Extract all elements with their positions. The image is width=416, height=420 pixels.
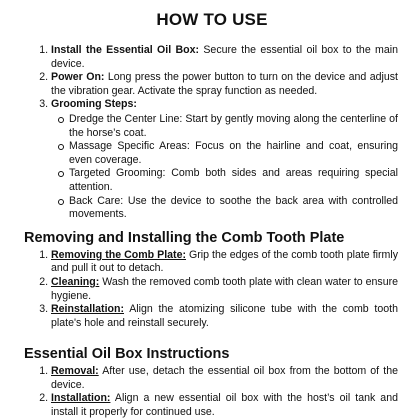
- step-text: Wash the removed comb tooth plate with clean water to ensure hygiene.: [51, 275, 399, 302]
- step-text: Align the atomizing silicone tube with the comb tooth plate's hole and reinstall securely.: [51, 303, 398, 329]
- step-text: Grip the edges of the comb tooth plate firmly and pull it out to detach.: [51, 248, 398, 275]
- step-text: Long press the power button to turn on the device and adjust the vibration gear. Activate the spray function as needed.: [51, 71, 398, 97]
- step-label: Reinstallation:: [51, 303, 124, 316]
- step-label: Installation:: [51, 392, 111, 405]
- sub-list-item: Targeted Grooming: Comb both sides and areas requiring special attention.: [69, 167, 398, 193]
- step-label: Grooming Steps:: [51, 98, 137, 111]
- sub-list-item: Back Care: Use the device to soothe the back area with controlled movements.: [69, 194, 398, 221]
- page-title: HOW TO USE: [156, 10, 268, 29]
- step-label: Power On:: [51, 71, 105, 84]
- step-text: After use, detach the essential oil box from the bottom of the device.: [51, 365, 398, 391]
- list-item: [51, 303, 398, 330]
- list-item: [51, 276, 398, 303]
- oil-section-title: Essential Oil Box Instructions: [24, 346, 230, 363]
- step-label: Cleaning:: [51, 275, 100, 288]
- step-text: Secure the essential oil box to the main device.: [51, 44, 398, 70]
- how-to-use-list: [26, 44, 398, 222]
- grooming-steps-sublist: [51, 113, 398, 222]
- step-label: Install the Essential Oil Box:: [51, 44, 200, 56]
- step-text: Align a new essential oil box with the host’s oil tank and install it properly for continued use.: [51, 392, 398, 419]
- list-item: [51, 365, 398, 392]
- sub-list-item: Dredge the Center Line: Start by gently moving along the centerline of the horse’s coat.: [69, 112, 398, 139]
- step-label: Removal:: [51, 365, 99, 378]
- list-item: [51, 71, 398, 98]
- list-item: [51, 249, 398, 276]
- list-item: [51, 44, 398, 71]
- comb-section-list: [26, 249, 398, 331]
- comb-section-title: Removing and Installing the Comb Tooth Plate: [24, 229, 345, 246]
- list-item: [51, 98, 398, 221]
- sub-list-item: Massage Specific Areas: Focus on the hairline and coat, ensuring even coverage.: [69, 140, 398, 166]
- oil-section-list: [26, 365, 398, 419]
- step-label: Removing the Comb Plate:: [51, 248, 186, 261]
